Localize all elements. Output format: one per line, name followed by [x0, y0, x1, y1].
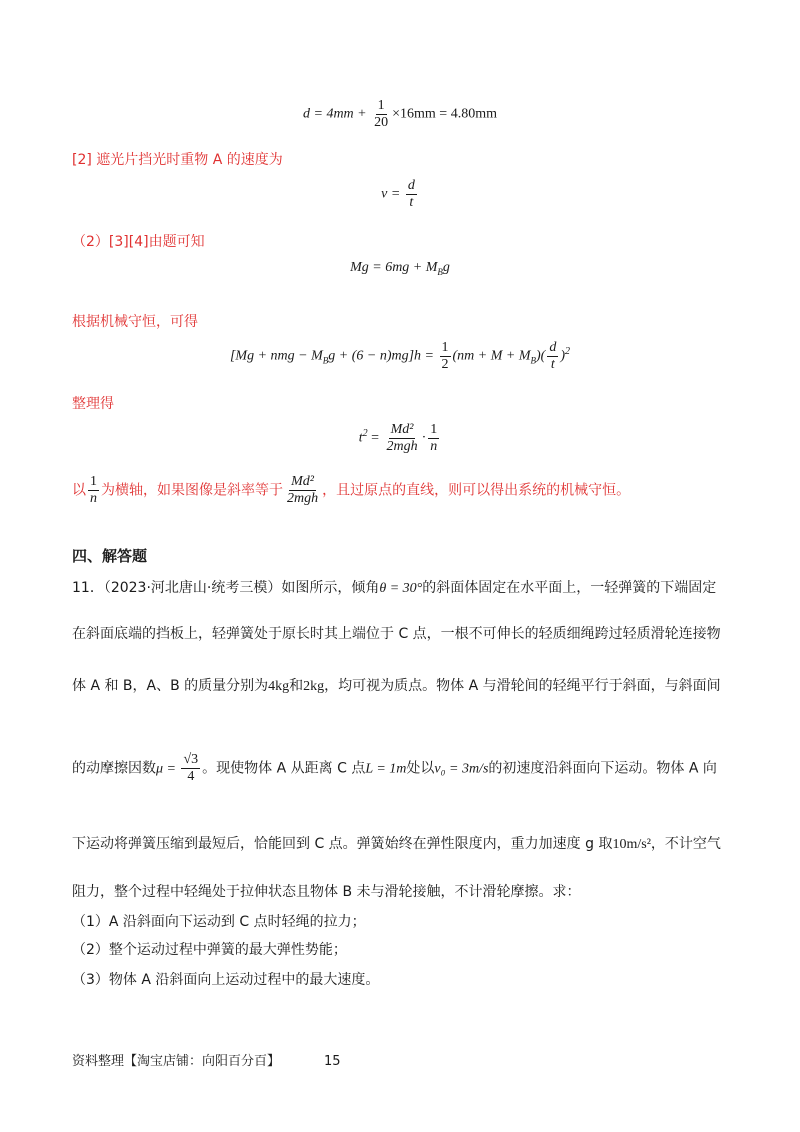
- problem-line-5: 下运动将弹簧压缩到最短后，恰能回到 C 点。弹簧始终在弹性限度内，重力加速度 g 取10m/s²，不计空气: [72, 836, 721, 852]
- text-line-conserve: 根据机械守恒，可得: [72, 314, 198, 330]
- problem-line-1: 11．（2023·河北唐山·统考三模）如图所示，倾角θ = 30°的斜面体固定在水平面上，一轻弹簧的下端固定: [72, 580, 717, 596]
- footer-label: 资料整理【淘宝店铺：向阳百分百】: [72, 1054, 281, 1069]
- fraction: $\frac{1}{n}$: [430, 422, 438, 454]
- question-2: （2）整个运动过程中弹簧的最大弹性势能；: [72, 942, 347, 958]
- fraction: $\frac{d}{t}$: [407, 178, 415, 210]
- section-title: 四、解答题: [72, 547, 148, 565]
- fraction-dt: $\frac{d}{t}$: [549, 340, 557, 372]
- problem-line-4: 的动摩擦因数μ = $\frac{√3}{4}$ 。现使物体 A 从距离 C 点L = 1m处以v₀ = 3m/s的初速度沿斜面向下运动。物体 A 向: [72, 752, 717, 784]
- problem-line-6: 阻力，整个过程中轻绳处于拉伸状态且物体 B 未与滑轮接触，不计滑轮摩擦。求：: [72, 884, 581, 900]
- conclusion-line: 以 $\frac{1}{n}$ 为横轴，如果图像是斜率等于 $\frac{\text{Md²}}{\text{2mgh}}$ ，且过原点的直线，则可以得出系统的机械守恒。: [72, 474, 631, 506]
- text-line-organize: 整理得: [72, 396, 114, 412]
- page-number: 15: [324, 1054, 341, 1069]
- text-line-2: [2] 遮光片挡光时重物 A 的速度为: [72, 152, 283, 168]
- equation-d: [0, 98, 800, 131]
- text-line-34: （2）[3][4]由题可知: [72, 234, 205, 250]
- question-3: （3）物体 A 沿斜面向上运动过程中的最大速度。: [72, 972, 380, 988]
- equation-t2: $t^2$ = $\frac{\text{Md²}}{\text{2mgh}}$ · $\frac{1}{n}$: [358, 422, 438, 454]
- fraction: $\frac{1}{20}$: [374, 98, 389, 130]
- eq-d-lhs: d = 4mm +: [303, 106, 371, 122]
- equation-mg: $Mg = 6mg + M_Bg$: [350, 260, 450, 277]
- fraction: $\frac{\text{Md²}}{\text{2mgh}}$: [386, 422, 418, 454]
- question-1: （1）A 沿斜面向下运动到 C 点时轻绳的拉力；: [72, 914, 366, 930]
- fraction: $\frac{\text{Md²}}{\text{2mgh}}$: [287, 474, 319, 506]
- fraction-mu: $\frac{√3}{4}$: [183, 752, 199, 784]
- problem-line-3: 体 A 和 B，A、B 的质量分别为4kg和2kg，均可视为质点。物体 A 与滑轮间的轻绳平行于斜面，与斜面间: [72, 678, 721, 694]
- eq-d-rhs: ×16mm = 4.80mm: [392, 106, 497, 122]
- fraction-half: $\frac{1}{2}$: [441, 340, 449, 372]
- footer: [72, 1050, 341, 1069]
- problem-line-2: 在斜面底端的挡板上，轻弹簧处于原长时其上端位于 C 点，一根不可伸长的轻质细绳跨过轻质滑轮连接物: [72, 626, 721, 642]
- equation-v: v = $\frac{d}{t}$: [381, 178, 415, 210]
- equation-energy: [Mg + nmg − $M_Bg + (6 - n)mg]h$ = $\frac{1}{2}$ $(nm + M + M_B)$( $\frac{d}{t}$ )$^2$: [229, 340, 570, 372]
- fraction: $\frac{1}{n}$: [90, 474, 97, 506]
